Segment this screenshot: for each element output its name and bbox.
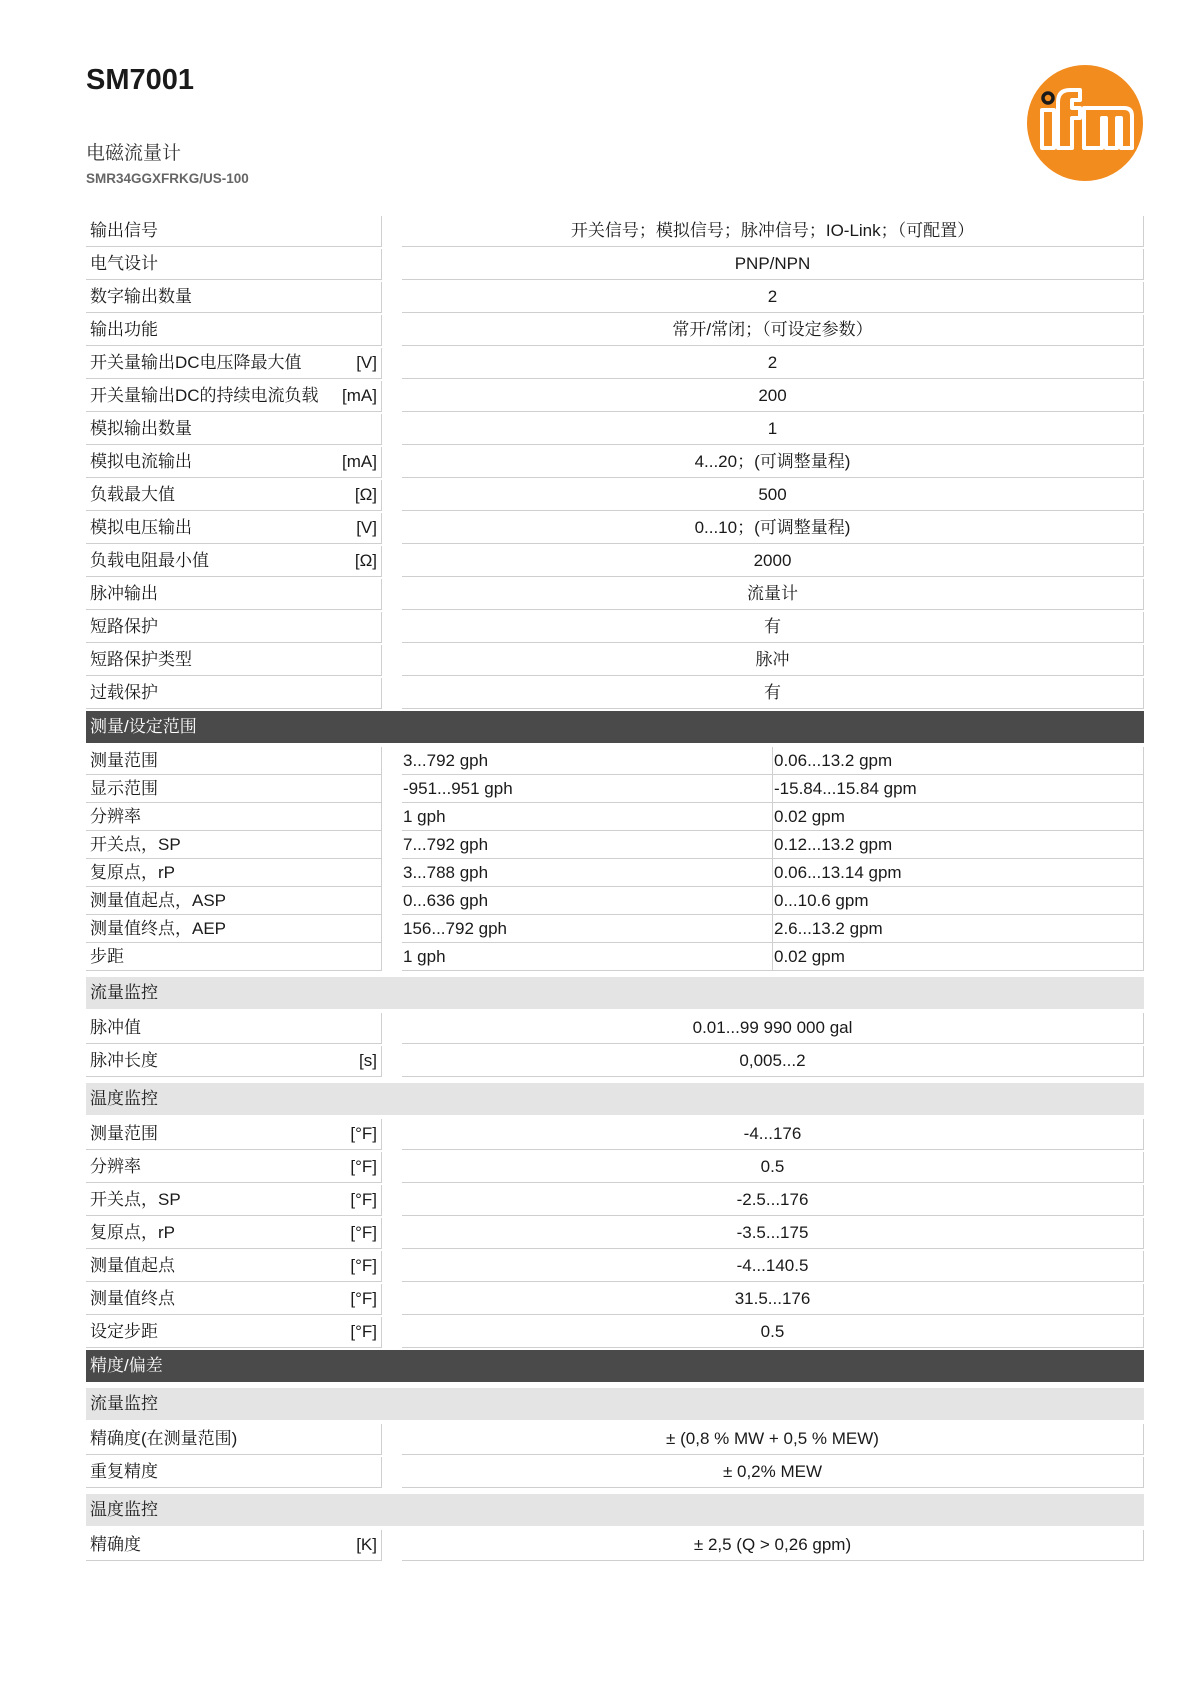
range-row [86,887,1144,915]
ifm-logo [1026,64,1144,182]
spec-value: 0,005...2 [402,1046,1144,1077]
cell-gap [382,1185,402,1216]
section-header: 温度监控 [86,1083,1144,1115]
spec-unit [371,253,377,275]
spec-label-cell [86,915,382,943]
spec-label: 测量值起点 [90,1256,175,1275]
cell-gap [382,803,402,831]
spec-unit: [°F] [350,1289,377,1308]
spec-label: 数字输出数量 [90,287,192,306]
spec-value: 常开/常闭；（可设定参数） [402,315,1144,346]
spec-label: 短路保护 [90,617,158,636]
spec-label: 模拟输出数量 [90,419,192,438]
spec-label: 负载最大值 [90,485,175,504]
spec-row [86,315,1144,346]
spec-unit: [V] [356,518,377,537]
spec-unit: [°F] [350,1223,377,1242]
cell-gap [382,1013,402,1044]
spec-value: 有 [402,678,1144,709]
spec-row [86,1218,1144,1249]
spec-row [86,1284,1144,1315]
spec-unit [371,616,377,638]
spec-value: -2.5...176 [402,1185,1144,1216]
spec-unit [371,319,377,341]
spec-label-cell [86,1013,382,1044]
spec-row [86,216,1144,247]
range-value-gpm: 2.6...13.2 gpm [773,915,1144,943]
spec-row [86,1046,1144,1077]
range-value-gpm: 0.06...13.2 gpm [773,747,1144,775]
range-value-gph: 1 gph [402,943,773,971]
spec-row [86,1119,1144,1150]
spec-label-cell [86,1218,382,1249]
range-row [86,747,1144,775]
spec-value: -4...176 [402,1119,1144,1150]
spec-unit: [°F] [350,1256,377,1275]
spec-value: 0.5 [402,1317,1144,1348]
spec-unit [371,418,377,440]
cell-gap [382,859,402,887]
spec-label: 开关量输出DC电压降最大值 [90,353,302,372]
spec-label-cell [86,1152,382,1183]
spec-label-cell [86,1424,382,1455]
spec-label: 测量值终点 [90,1289,175,1308]
cell-gap [382,1457,402,1488]
range-values [402,943,1144,971]
range-row [86,831,1144,859]
spec-label: 模拟电流输出 [90,452,192,471]
spec-row [86,381,1144,412]
spec-unit: [mA] [342,452,377,471]
range-value-gph: 3...792 gph [402,747,773,775]
range-row [86,915,1144,943]
spec-unit [371,286,377,308]
range-values [402,803,1144,831]
section-header: 精度/偏差 [86,1350,1144,1382]
cell-gap [382,1530,402,1561]
spec-label-cell [86,1317,382,1348]
spec-row [86,1152,1144,1183]
range-value-gpm: 0.06...13.14 gpm [773,859,1144,887]
spec-label: 开关点，SP [90,835,181,854]
spec-value: 开关信号；模拟信号；脉冲信号；IO-Link；（可配置） [402,216,1144,247]
spec-value: 有 [402,612,1144,643]
spec-label-cell [86,546,382,577]
cell-gap [382,612,402,643]
spec-label-cell [86,803,382,831]
spec-label: 测量范围 [90,751,158,770]
spec-row [86,282,1144,313]
spec-label: 测量范围 [90,1124,158,1143]
spec-label-cell [86,513,382,544]
spec-label-cell [86,447,382,478]
spec-label: 脉冲值 [90,1018,141,1037]
spec-value: 2 [402,348,1144,379]
range-value-gph: 156...792 gph [402,915,773,943]
spec-value: ± 2,5 (Q > 0,26 gpm) [402,1530,1144,1561]
spec-label-cell [86,831,382,859]
cell-gap [382,315,402,346]
spec-value: 500 [402,480,1144,511]
section-header: 测量/设定范围 [86,711,1144,743]
spec-value: 2 [402,282,1144,313]
spec-row [86,612,1144,643]
spec-label: 电气设计 [90,254,158,273]
spec-value: 0...10；(可调整量程) [402,513,1144,544]
range-row [86,859,1144,887]
spec-row [86,678,1144,709]
cell-gap [382,775,402,803]
range-values [402,831,1144,859]
spec-label-cell [86,645,382,676]
cell-gap [382,915,402,943]
cell-gap [382,249,402,280]
cell-gap [382,831,402,859]
spec-unit [371,220,377,242]
spec-value: 0.01...99 990 000 gal [402,1013,1144,1044]
range-row [86,943,1144,971]
spec-label: 开关点，SP [90,1190,181,1209]
spec-unit: [Ω] [354,485,377,504]
cell-gap [382,1251,402,1282]
spec-label: 复原点，rP [90,1223,175,1242]
section-header: 流量监控 [86,977,1144,1009]
spec-label-cell [86,775,382,803]
spec-label-cell [86,1457,382,1488]
spec-label-cell [86,1251,382,1282]
spec-unit: [°F] [350,1157,377,1176]
range-value-gph: 3...788 gph [402,859,773,887]
cell-gap [382,1119,402,1150]
range-row [86,803,1144,831]
spec-value: ± (0,8 % MW + 0,5 % MEW) [402,1424,1144,1455]
section-header: 温度监控 [86,1494,1144,1526]
range-values [402,747,1144,775]
range-value-gpm: -15.84...15.84 gpm [773,775,1144,803]
cell-gap [382,887,402,915]
spec-label: 显示范围 [90,779,158,798]
spec-label: 测量值终点，AEP [90,919,227,938]
spec-row [86,480,1144,511]
spec-label-cell [86,1119,382,1150]
spec-row [86,249,1144,280]
spec-unit [371,1017,377,1039]
spec-row [86,1013,1144,1044]
product-code: SMR34GGXFRKG/US-100 [86,171,249,186]
spec-label-cell [86,943,382,971]
spec-label-cell [86,414,382,445]
spec-label-cell [86,1284,382,1315]
spec-label: 复原点，rP [90,863,175,882]
spec-unit [371,1461,377,1483]
spec-row [86,348,1144,379]
spec-label: 短路保护类型 [90,650,192,669]
spec-label: 测量值起点，ASP [90,891,227,910]
spec-value: 4...20；(可调整量程) [402,447,1144,478]
range-value-gpm: 0...10.6 gpm [773,887,1144,915]
cell-gap [382,1152,402,1183]
range-values [402,859,1144,887]
spec-label: 精确度 [90,1535,141,1554]
spec-value: 脉冲 [402,645,1144,676]
section-header: 流量监控 [86,1388,1144,1420]
spec-value: -3.5...175 [402,1218,1144,1249]
range-value-gph: 0...636 gph [402,887,773,915]
spec-value: 200 [402,381,1144,412]
spec-label: 负载电阻最小值 [90,551,209,570]
spec-unit: [mA] [342,386,377,405]
spec-value: PNP/NPN [402,249,1144,280]
spec-row [86,1317,1144,1348]
spec-row [86,414,1144,445]
range-value-gpm: 0.12...13.2 gpm [773,831,1144,859]
spec-row [86,1251,1144,1282]
spec-label-cell [86,348,382,379]
spec-value: 0.5 [402,1152,1144,1183]
cell-gap [382,1218,402,1249]
cell-gap [382,943,402,971]
cell-gap [382,579,402,610]
spec-label-cell [86,859,382,887]
spec-row [86,645,1144,676]
spec-label: 输出信号 [90,221,158,240]
spec-unit: [°F] [350,1322,377,1341]
spec-label: 脉冲输出 [90,584,158,603]
cell-gap [382,1046,402,1077]
range-values [402,915,1144,943]
spec-label-cell [86,1046,382,1077]
spec-label: 开关量输出DC的持续电流负载 [90,386,319,405]
spec-unit [371,682,377,704]
range-value-gph: 7...792 gph [402,831,773,859]
cell-gap [382,1424,402,1455]
spec-label-cell [86,887,382,915]
spec-value: 1 [402,414,1144,445]
cell-gap [382,1317,402,1348]
spec-row [86,1424,1144,1455]
spec-label-cell [86,216,382,247]
spec-unit [371,649,377,671]
spec-row [86,1185,1144,1216]
spec-label: 分辨率 [90,807,141,826]
spec-unit: [°F] [350,1190,377,1209]
spec-label: 设定步距 [90,1322,158,1341]
spec-value: 31.5...176 [402,1284,1144,1315]
spec-label-cell [86,612,382,643]
spec-label: 模拟电压输出 [90,518,192,537]
range-row [86,775,1144,803]
cell-gap [382,348,402,379]
spec-unit: [K] [356,1535,377,1554]
cell-gap [382,546,402,577]
spec-value: 流量计 [402,579,1144,610]
range-value-gph: -951...951 gph [402,775,773,803]
cell-gap [382,747,402,775]
spec-label: 分辨率 [90,1157,141,1176]
range-value-gpm: 0.02 gpm [773,943,1144,971]
product-subtitle: 电磁流量计 [86,143,182,164]
spec-row [86,579,1144,610]
spec-label: 步距 [90,947,124,966]
spec-row [86,1530,1144,1561]
spec-unit [371,1428,377,1450]
spec-unit: [V] [356,353,377,372]
spec-label-cell [86,747,382,775]
spec-label-cell [86,1185,382,1216]
spec-label: 过载保护 [90,683,158,702]
spec-label-cell [86,381,382,412]
range-values [402,775,1144,803]
cell-gap [382,1284,402,1315]
cell-gap [382,216,402,247]
spec-row [86,513,1144,544]
product-title: SM7001 [86,64,195,96]
spec-unit: [°F] [350,1124,377,1143]
cell-gap [382,678,402,709]
spec-label-cell [86,579,382,610]
spec-label-cell [86,678,382,709]
spec-unit [371,583,377,605]
spec-unit: [s] [359,1051,377,1070]
cell-gap [382,645,402,676]
spec-value: -4...140.5 [402,1251,1144,1282]
spec-label-cell [86,480,382,511]
range-value-gpm: 0.02 gpm [773,803,1144,831]
cell-gap [382,447,402,478]
cell-gap [382,381,402,412]
cell-gap [382,414,402,445]
spec-row [86,546,1144,577]
spec-table [86,216,1144,1563]
spec-row [86,1457,1144,1488]
spec-label: 脉冲长度 [90,1051,158,1070]
spec-label: 精确度(在测量范围) [90,1429,238,1448]
spec-label: 重复精度 [90,1462,158,1481]
cell-gap [382,513,402,544]
range-values [402,887,1144,915]
spec-value: ± 0,2% MEW [402,1457,1144,1488]
spec-label-cell [86,249,382,280]
spec-label-cell [86,1530,382,1561]
cell-gap [382,480,402,511]
spec-label: 输出功能 [90,320,158,339]
spec-value: 2000 [402,546,1144,577]
spec-label-cell [86,282,382,313]
range-value-gph: 1 gph [402,803,773,831]
spec-label-cell [86,315,382,346]
spec-row [86,447,1144,478]
cell-gap [382,282,402,313]
spec-unit: [Ω] [354,551,377,570]
